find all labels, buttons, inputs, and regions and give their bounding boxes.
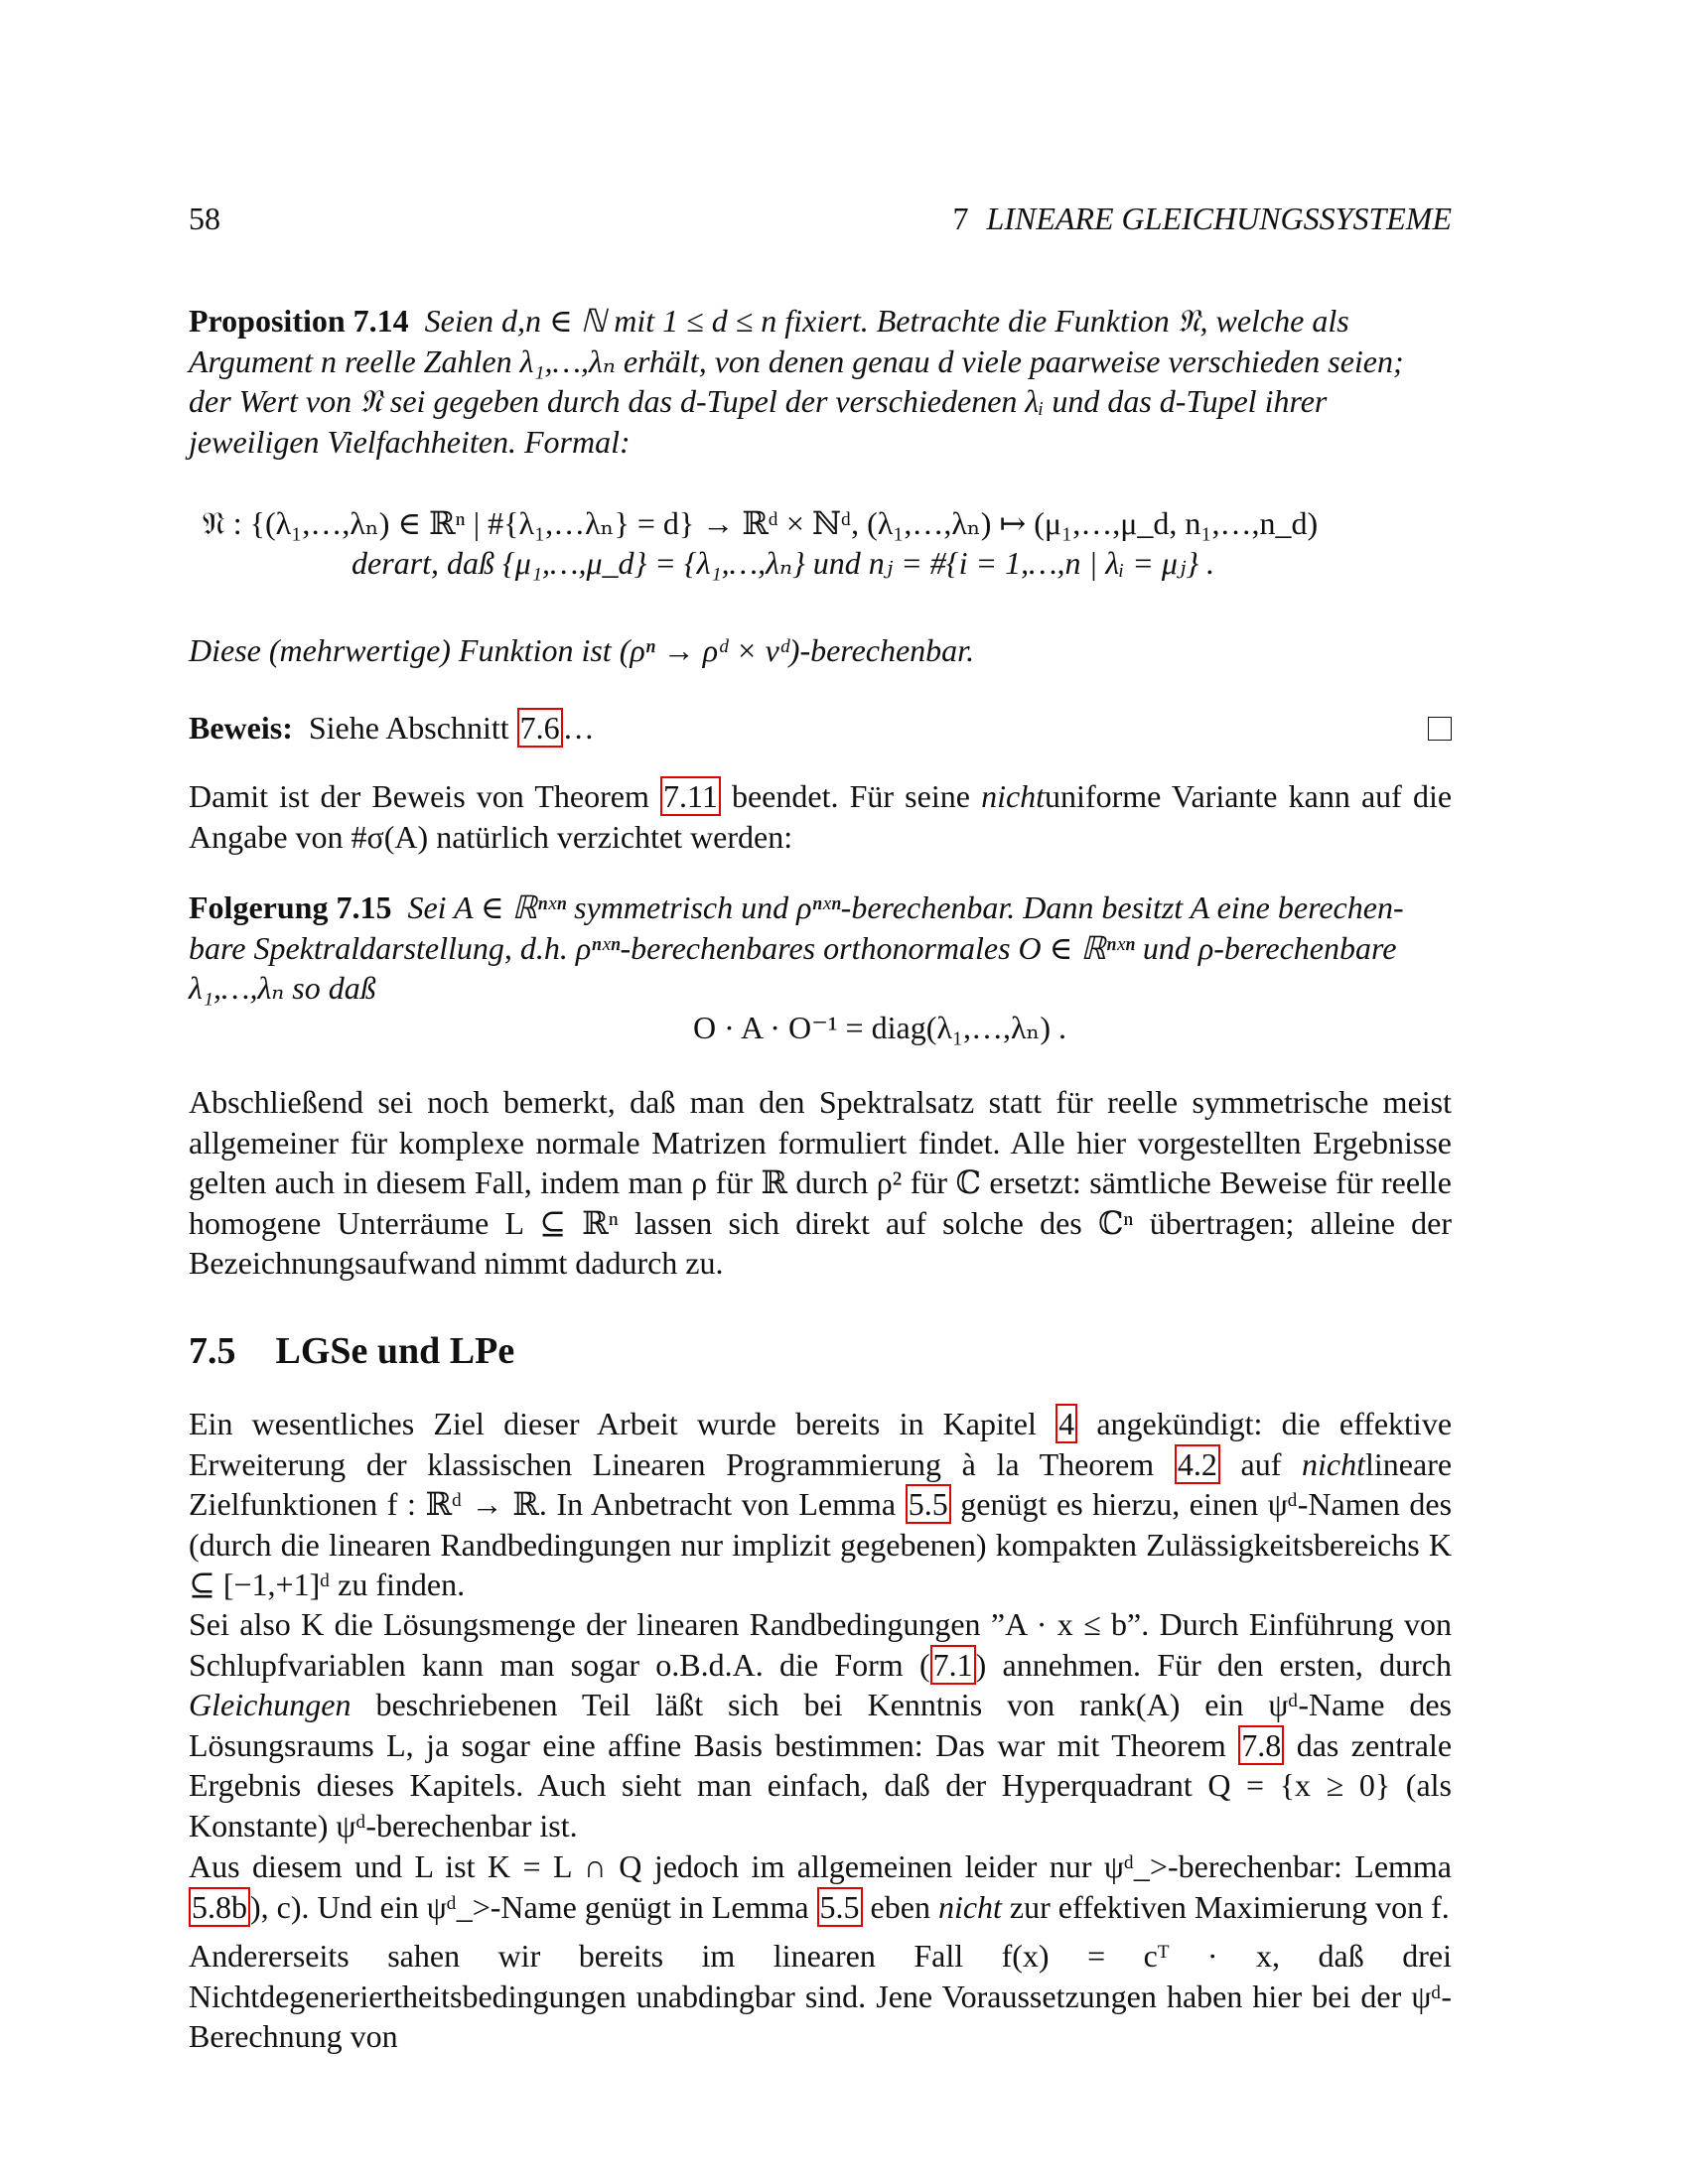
emphasis: nicht [937,1888,1002,1925]
corollary-line-3: λ₁,…,λₙ so daß [189,970,376,1006]
chapter-heading [953,199,1452,238]
corollary-text-1: Sei A ∈ ℝⁿˣⁿ symmetrisch und ρⁿˣⁿ-berechenbar. Dann besitzt A eine berechen- [407,889,1404,925]
proposition-line-1 [189,301,1452,341]
ref-equation-7-1[interactable]: 7.1 [930,1645,976,1685]
text-span: zur effektiven Maximierung von f. [1009,1888,1450,1925]
proposition-line-4: jeweiligen Vielfachheiten. Formal: [189,423,631,460]
emphasis: nicht [981,778,1046,814]
text-span: lineare Zielfunktionen f : ℝᵈ → ℝ. In Anbetracht von Lemma [189,1445,1453,1522]
ref-theorem-7-8[interactable]: 7.8 [1238,1725,1284,1765]
text-span: ) annehmen. Für den ersten, durch [975,1646,1453,1683]
paragraph-ein [189,1404,1452,1605]
text-span: eben [870,1888,930,1925]
chapter-number: 7 [952,201,969,236]
ref-lemma-5-8[interactable]: 5.8b [189,1887,250,1927]
formula-block [189,503,1452,583]
proposition-label: Proposition 7.14 [189,303,409,339]
paragraph-sei [189,1604,1452,1845]
section-number: 7.5 [189,1330,236,1372]
text-span: beschriebenen Teil läßt sich bei Kenntnis von rank(A) ein ψᵈ-Name des Lösungsraums L, ja sogar eine affine Basis bestimmen: Das war mit Theorem [189,1687,1453,1763]
ref-lemma-5-5[interactable]: 5.5 [906,1484,951,1524]
proof-text: Siehe Abschnitt [308,710,509,746]
paragraph-aus [189,1846,1452,1927]
formula-line-1: 𝔑 : {(λ₁,…,λₙ) ∈ ℝⁿ | #{λ₁,…λₙ} = d} → ℝᵈ × ℕᵈ, (λ₁,…,λₙ) ↦ (μ₁,…,μ_d, n₁,…,n_d) [203,505,1319,541]
text-span: angekündigt: die effektive Erweiterung der klassischen Linearen Programmierung à la Theorem [189,1406,1453,1482]
formula-line-2: derart, daß {μ₁,…,μ_d} = {λ₁,…,λₙ} und nⱼ = #{i = 1,…,n | λᵢ = μⱼ} . [352,545,1215,581]
text-span: beendet. Für seine [731,778,970,814]
page-number: 58 [189,201,220,236]
ref-section-7-6[interactable]: 7.6 [517,708,563,748]
emphasis: Gleichungen [189,1687,352,1722]
corollary-formula: O · A · O⁻¹ = diag(λ₁,…,λₙ) . [692,1010,1067,1045]
multivalued-statement: Diese (mehrwertige) Funktion ist (ρⁿ → ρᵈ × νᵈ)-berechenbar. [189,632,975,668]
corollary-7-15 [189,887,1452,1009]
text-span: Damit ist der Beweis von Theorem [189,778,649,814]
proof-ellipsis: … [562,710,595,746]
emphasis: nicht [1302,1445,1365,1482]
chapter-title: LINEARE GLEICHUNGSSYSTEME [986,201,1452,236]
proposition-7-14 [189,301,1452,462]
proposition-line-2: Argument n reelle Zahlen λ₁,…,λₙ erhält, von denen genau d viele paarweise verschieden seien; [189,342,1404,379]
ref-theorem-7-11[interactable]: 7.11 [660,776,721,816]
ref-theorem-4-2[interactable]: 4.2 [1175,1444,1220,1484]
paragraph-andererseits: Andererseits sahen wir bereits im linearen Fall f(x) = cᵀ · x, daß drei Nichtdegeneriertheitsbedingungen unabdingbar sind. Jene Voraussetzungen haben hier bei der ψᵈ-Berechnung von [189,1938,1452,2054]
section-heading [189,1328,514,1374]
proof-line [189,708,1452,749]
text-span: uniforme Variante kann auf die Angabe von #σ(A) natürlich verzichtet werden: [189,778,1453,855]
text-span: Sei also K die Lösungsmenge der linearen Randbedingungen ”A · x ≤ b”. Durch Einführung von Schlupfvariablen kann man sogar o.B.d.A. die Form ( [189,1606,1452,1683]
text-span: ), c). Und ein ψᵈ_>-Name genügt in Lemma [250,1888,809,1925]
proof-label: Beweis: [189,710,293,746]
corollary-label: Folgerung 7.15 [189,889,392,925]
ref-lemma-5-5-second[interactable]: 5.5 [817,1887,863,1927]
ref-chapter-4[interactable]: 4 [1055,1404,1077,1443]
paragraph-abschliessend: Abschließend sei noch bemerkt, daß man den Spektralsatz statt für reelle symmetrische meist allgemeiner für komplexe normale Matrizen formuliert findet. Alle hier vorgestellten Ergebnisse gelten auch in diesem Fall, indem man ρ für ℝ durch ρ² für ℂ ersetzt: sämtliche Beweise für reelle homogene Unterräume L ⊆ ℝⁿ lassen sich direkt auf solche des ℂⁿ übertragen; alleine der Bezeichnungsaufwand nimmt dadurch zu. [189,1084,1452,1281]
proposition-text-1: Seien d,n ∈ ℕ mit 1 ≤ d ≤ n fixiert. Betrachte die Funktion 𝔑, welche als [424,303,1349,339]
corollary-line-1 [189,887,1452,928]
text-span: das zentrale Ergebnis dieses Kapitels. Auch sieht man einfach, daß der Hyperquadrant Q = {x ≥ 0} (als Konstante) ψᵈ-berechenbar ist. [189,1726,1453,1843]
proposition-line-3: der Wert von 𝔑 sei gegeben durch das d-Tupel der verschiedenen λᵢ und das d-Tupel ihrer [189,383,1328,419]
text-span: genügt es hierzu, einen ψᵈ-Namen des (durch die linearen Randbedingungen nur implizit gegebenen) kompakten Zulässigkeitsbereichs K ⊆ [−1,+1]ᵈ zu finden. [189,1486,1453,1602]
corollary-line-2: bare Spektraldarstellung, d.h. ρⁿˣⁿ-berechenbares orthonormales O ∈ ℝⁿˣⁿ und ρ-berechenbare [189,929,1397,966]
text-span: Ein wesentliches Ziel dieser Arbeit wurde bereits in Kapitel [189,1406,1037,1441]
section-title: LGSe und LPe [275,1330,515,1372]
qed-box-icon [1428,717,1452,741]
paragraph-damit [189,776,1452,857]
text-span: Aus diesem und L ist K = L ∩ Q jedoch im allgemeinen leider nur ψᵈ_>-berechenbar: Lemma [189,1848,1452,1884]
text-span: auf [1240,1445,1282,1482]
